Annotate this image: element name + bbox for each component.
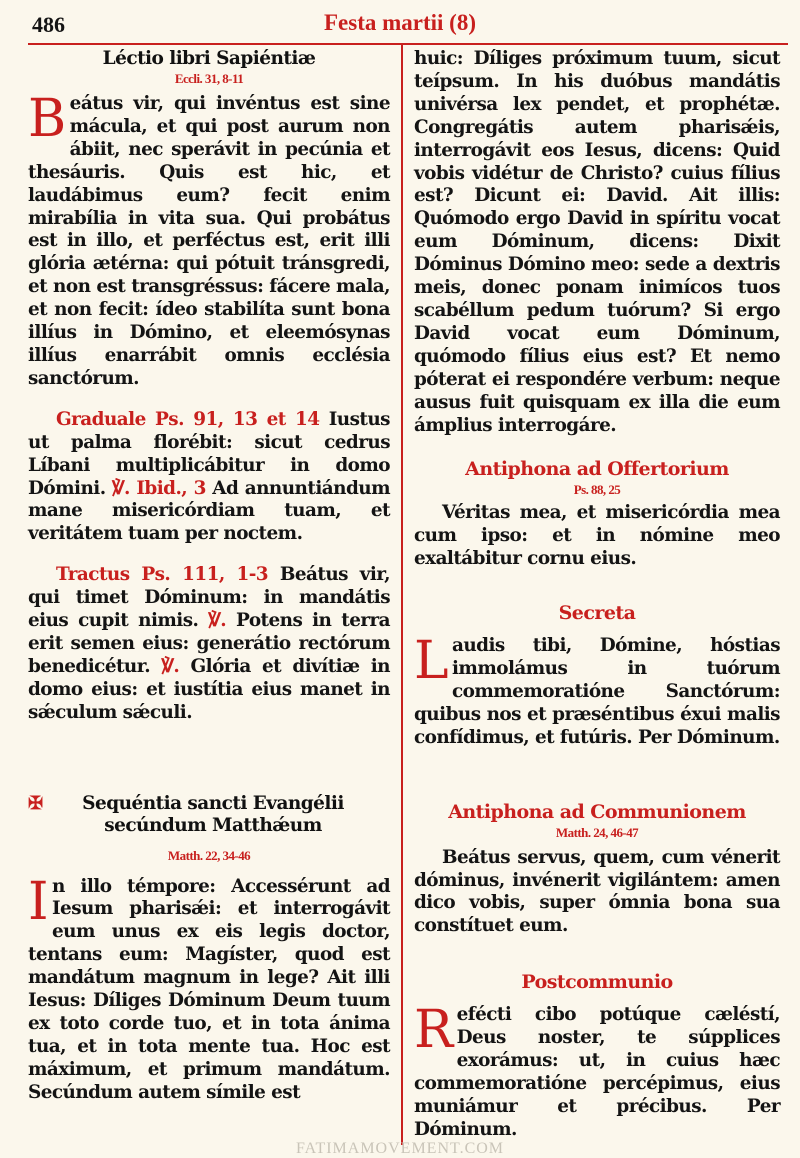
offertorium-text: Véritas mea, et misericórdia mea cum ipso: et in nómine meo exaltábitur cornu eius. <box>414 502 780 570</box>
evangelium-title <box>28 793 390 837</box>
header-rule <box>28 43 788 45</box>
secreta-text <box>414 631 780 750</box>
communio-title: Antiphona ad Communionem <box>448 800 746 823</box>
evangelium-title-text: Sequéntia sancti Evangélii secúndum Matthǽum <box>82 792 344 836</box>
running-title: Festa martii (8) <box>324 10 476 35</box>
communio-text: Beátus servus, quem, cum vénerit dóminus, invénerit vigilántem: amen dico vobis, super ómnia bona sua constítuet eum. <box>414 846 780 937</box>
tractus-text <box>28 564 390 724</box>
left-column <box>28 48 390 1105</box>
tractus-body-2: Potens in terra erit semen eius: generátio rectórum benedicétur. <box>28 610 390 677</box>
evangelium-dropcap: I <box>28 871 48 932</box>
graduale-body-2: Ad annuntiándum mane misericórdiam tuam, et veritátem tuam per noctem. <box>28 477 390 545</box>
page-number: 486 <box>32 12 65 37</box>
tractus-body-1: Beátus vir, qui timet Dóminum: in mandátis eius cupit nimis. <box>28 564 390 632</box>
cross-icon: ✠ <box>28 792 43 814</box>
lectio-reference: Eccli. 31, 8-11 <box>174 71 244 86</box>
graduale-versicle: ℣. Ibid., 3 <box>112 477 206 499</box>
secreta-dropcap: L <box>414 631 448 692</box>
postcommunio-title: Postcommunio <box>521 971 673 994</box>
tractus-label: Tractus Ps. 111, 1-3 <box>56 564 269 586</box>
postcommunio-dropcap: R <box>414 1000 453 1061</box>
evangelium-reference: Matth. 22, 34-46 <box>167 847 251 863</box>
offertorium-reference: Ps. 88, 25 <box>573 482 621 498</box>
column-divider <box>401 43 403 1145</box>
offertorium-title: Antiphona ad Offertorium <box>465 458 729 481</box>
lectio-body: eátus vir, qui invéntus est sine mácula, et qui post aurum non ábiit, nec sperávit in pecúnia et thesáuris. Quis est hic, et laudábimus eum? fecit enim mirabília in vita sua. Qui probátus est in illo, et perféctus est, erit illi glória ætérna: qui pótuit tránsgredi, et non est transgréssus: fácere mala, et non fecit: ídeo stabilíta sunt bona illíus in Dómino, et eleemósynas illíus enarrábit omnis ecclésia sanctórum. <box>28 93 390 389</box>
watermark: FATIMAMOVEMENT.COM <box>295 1140 505 1157</box>
graduale-text <box>28 409 390 546</box>
postcommunio-body: efécti cibo potúque cæléstí, Deus noster, te súpplices exorámus: ut, in cuius hæc commemoratióne percépimus, eius muniámur et précibus. Per Dóminum. <box>414 1004 780 1140</box>
right-column <box>414 48 780 1142</box>
secreta-body: audis tibi, Dómine, hóstias immolámus in tuórum commemoratióne Sanctórum: quibus nos et præséntibus éxui malis confídimus, et futúris. Per Dóminum. <box>414 635 780 748</box>
secreta-title: Secreta <box>558 602 636 625</box>
lectio-title: Léctio libri Sapiéntiæ <box>102 48 316 69</box>
tractus-versicle-2: ℣. <box>161 655 180 677</box>
communio-reference: Matth. 24, 46-47 <box>555 824 639 840</box>
postcommunio-text <box>414 1000 780 1141</box>
evangelium-body: n illo témpore: Accessérunt ad Iesum pharisǽi: et interrogávit eum unus ex eis legis doctor, tentans eum: Magíster, quod est mandátum magnum in lege? Ait illi Iesus: Díliges Dóminum Deum tuum ex toto corde tuo, et in tota ánima tua, et in tota mente tua. Hoc est máximum, et primum mandátum. Secúndum autem símile est <box>28 875 390 1103</box>
graduale-body-1: Iustus ut palma florébit: sicut cedrus Líbani multiplicábitur in domo Dómini. <box>28 408 390 499</box>
lectio-dropcap: B <box>28 89 66 149</box>
tractus-body-3: Glória et divítiæ in domo eius: et iustítia eius manet in sǽculum sǽculi. <box>28 655 390 723</box>
evangelium-text <box>28 871 390 1105</box>
evangelium-continuation: huic: Díliges próximum tuum, sicut teípsum. In his duóbus mandátis univérsa lex pendet, et prophétæ. Congregátis autem pharisǽis, interrogávit eos Iesus, dicens: Quid vobis vidétur de Christo? cuius fílius est? Dicunt ei: David. Ait illis: Quómodo ergo David in spíritu vocat eum Dóminum, dicens: Dixit Dóminus Dómino meo: sede a dextris meis, donec ponam inimícos tuos scabéllum pedum tuórum? Si ergo David vocat eum Dóminum, quómodo fílius eius est? Et nemo póterat ei respondére verbum: neque ausus fuit quisquam ex illa die eum ámplius interrogáre. <box>414 48 780 436</box>
graduale-label: Graduale Ps. 91, 13 et 14 <box>56 408 320 430</box>
lectio-text <box>28 89 390 391</box>
tractus-versicle-1: ℣. <box>208 610 227 632</box>
